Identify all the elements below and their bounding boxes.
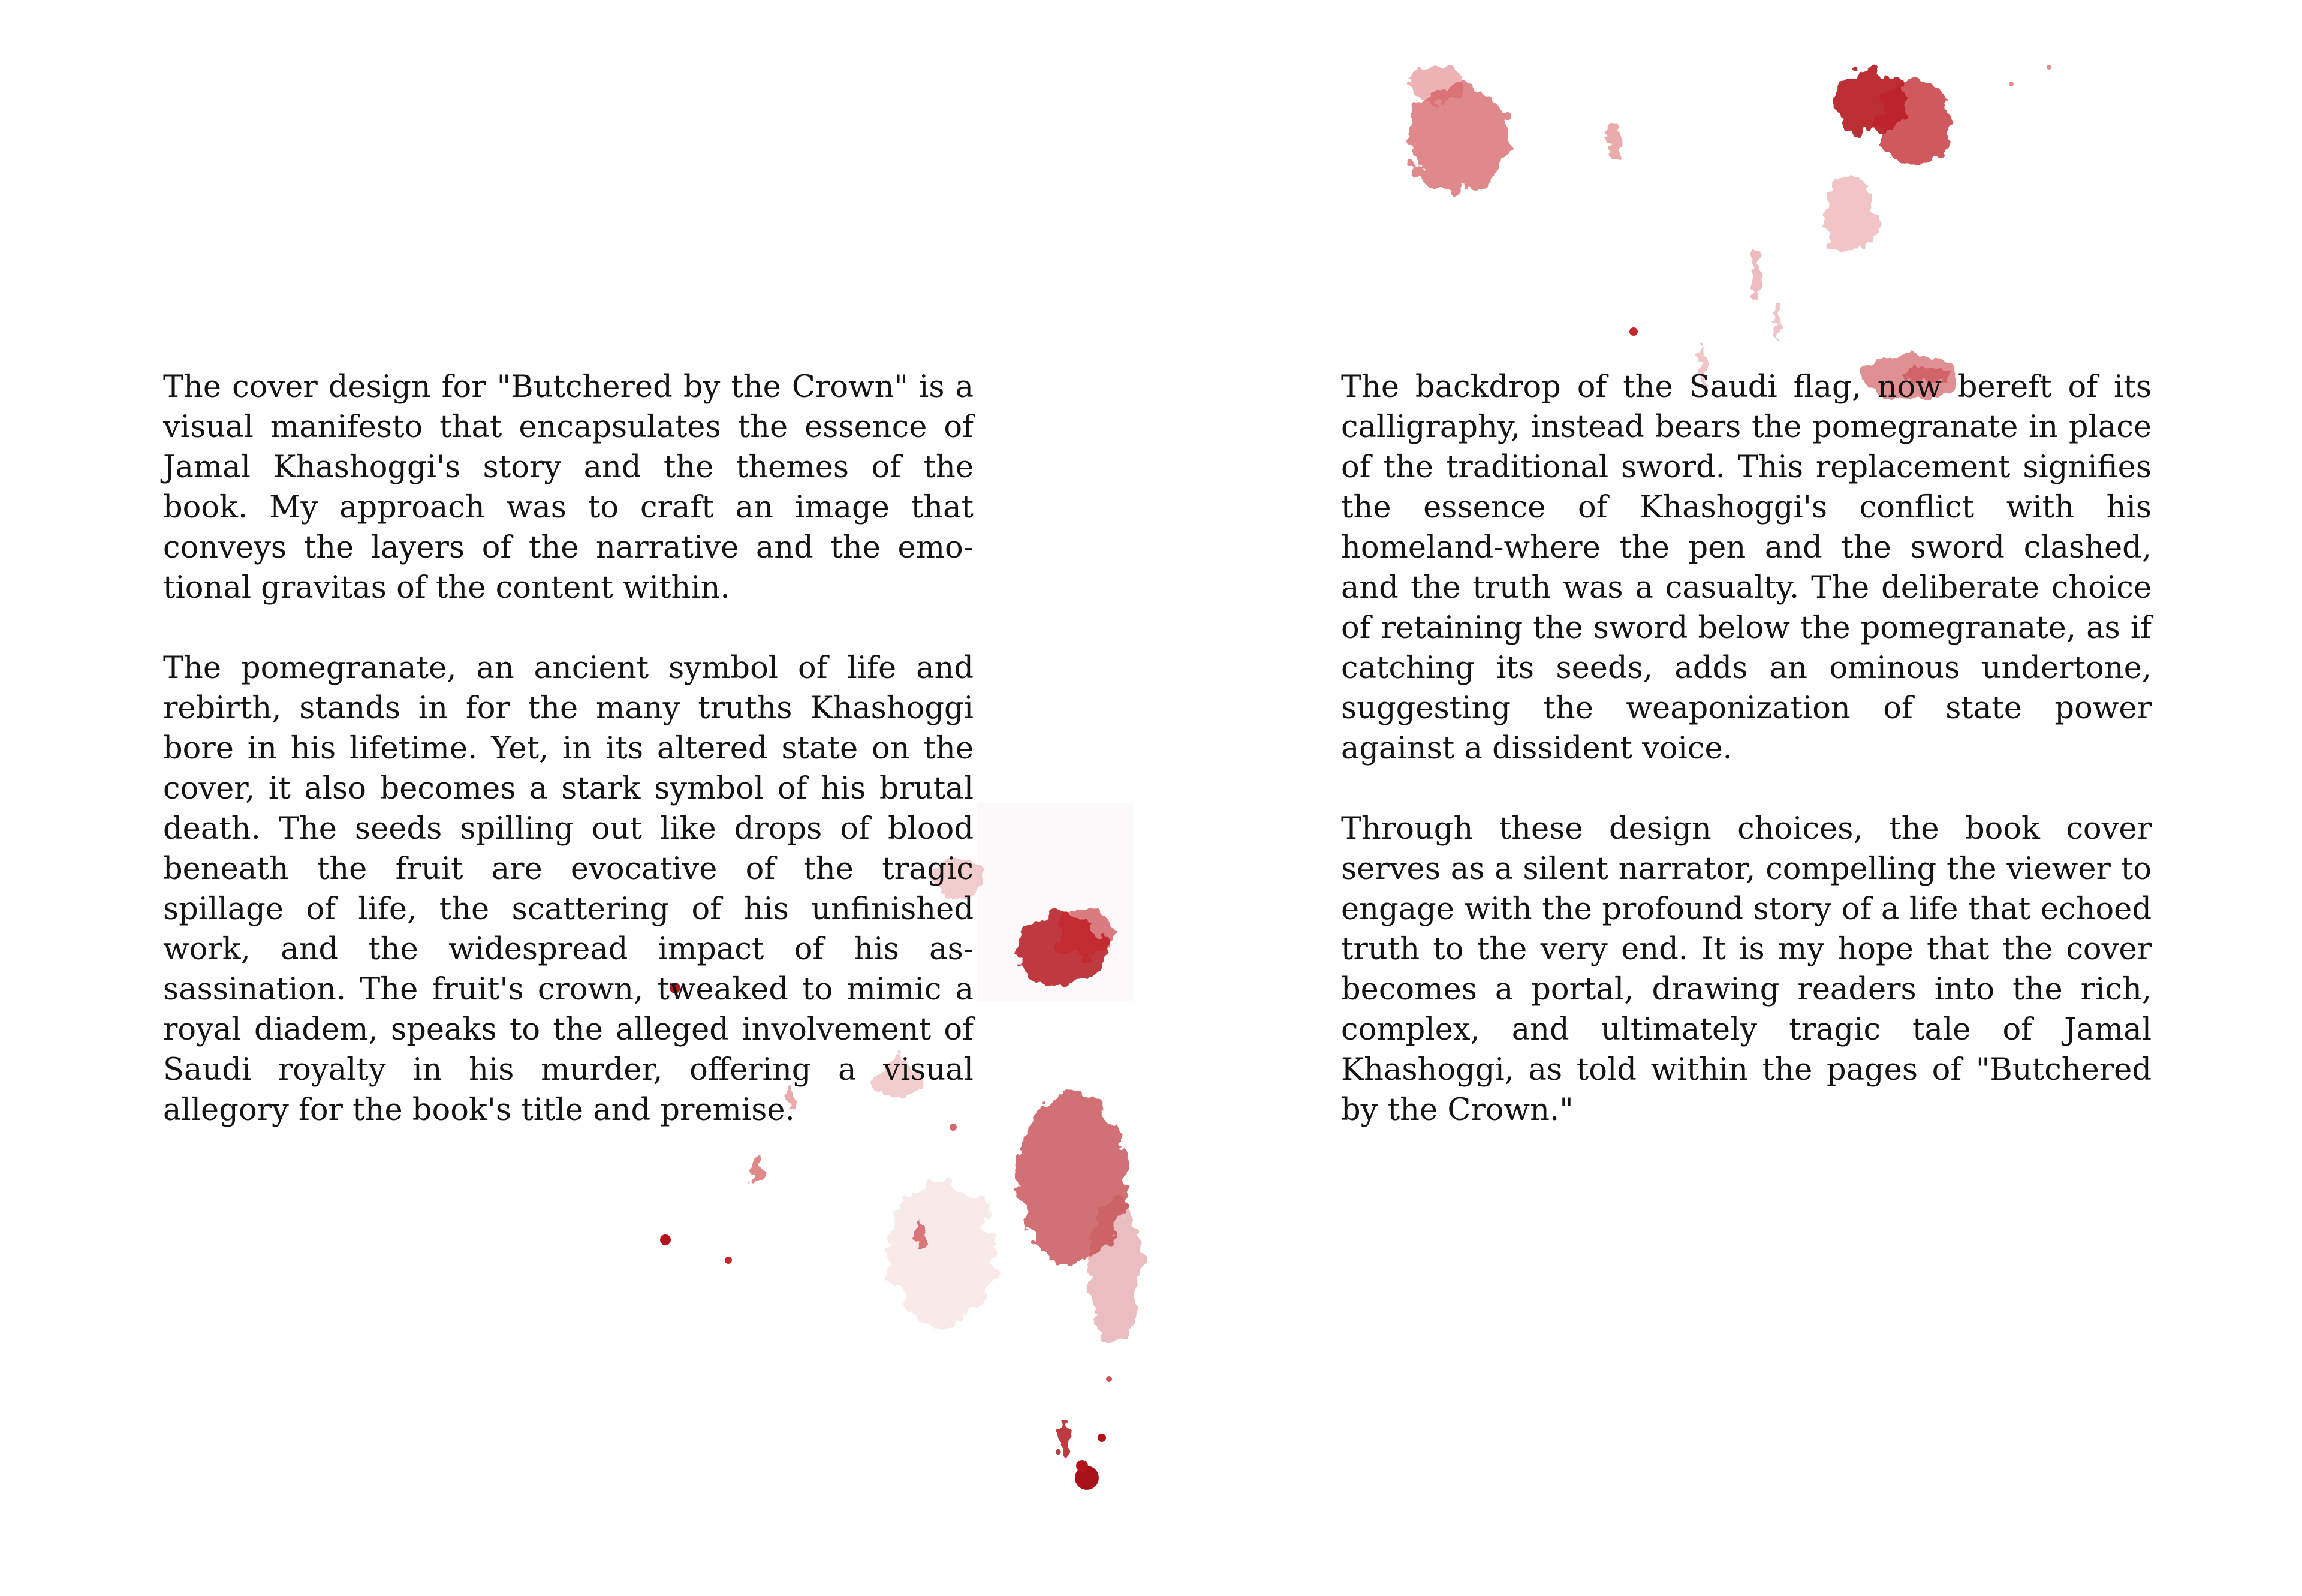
stain-blot [1088,1199,1142,1343]
stain-blot [1879,80,1951,166]
paragraph: The backdrop of the Saudi flag, now bereft of its calligraphy, instead bears the pomegranate in place of the traditional sword. This replacement signifies the essence of Khashoggi's conflict with his homeland-where the pen and the sword clashed, and the truth was a casualty. The deliberate choice of retaining the sword below the pomegranate, as if catching its seeds, adds an ominous undertone, suggesting the weaponization of state power against a dissident voice. [1341,369,2152,766]
stain-streak [915,1219,925,1251]
stain-drop [1629,327,1638,336]
stain-drop [660,1234,671,1245]
stain-blot [1604,125,1621,156]
stain-drop [1076,1460,1088,1472]
paragraph: The cover design for "Butchered by the Crown" is a visual manifesto that encapsulates the essence of Jamal Khashoggi's story and the themes of the book. My approach was to craft an image that conveys the layers of the narrative and the emotional gravitas of the content within. [163,369,974,606]
stain-drop [2047,65,2051,70]
stain-streak [751,1152,763,1186]
stain-streak [1774,306,1781,342]
stain-drop [1098,1434,1106,1442]
stain-blot [887,1181,995,1325]
stain-blot [1409,66,1463,102]
stain-streak [1058,1421,1070,1457]
stain-drop [1106,1376,1112,1382]
stain-drop [2009,82,2014,86]
stain-blot [1058,908,1112,956]
right-page-text [1341,367,2152,1130]
stain-drop [725,1257,732,1264]
paragraph: The pomegranate, an ancient symbol of life and rebirth, stands in for the many truths Khashoggi bore in his lifetime. Yet, in its altered state on the cover, it also becomes a stark symbol of his brutal death. The seeds spilling out like drops of blood beneath the fruit are evocative of the tragic spillage of life, the scattering of his unfinished work, and the widespread impact of his assassination. The fruit's crown, tweaked to mimic a royal diadem, speaks to the alleged involvement of Saudi royalty in his murder, offering a visual allegory for the book's title and premise. [163,651,974,1128]
stain-blot [1822,180,1876,252]
stain-streak [1752,252,1761,300]
stain-cluster-top-right [1409,65,2051,402]
paragraph: Through these design choices, the book cover serves as a silent narrator, compelling the viewer to engage with the profound story of a life that echoed truth to the very end. It is my hope that the cover becomes a portal, drawing readers into the rich, complex, and ultimately tragic tale of Jamal Khashoggi, as told within the pages of "Butchered by the Crown." [1341,811,2152,1128]
left-page-text [163,367,974,1130]
